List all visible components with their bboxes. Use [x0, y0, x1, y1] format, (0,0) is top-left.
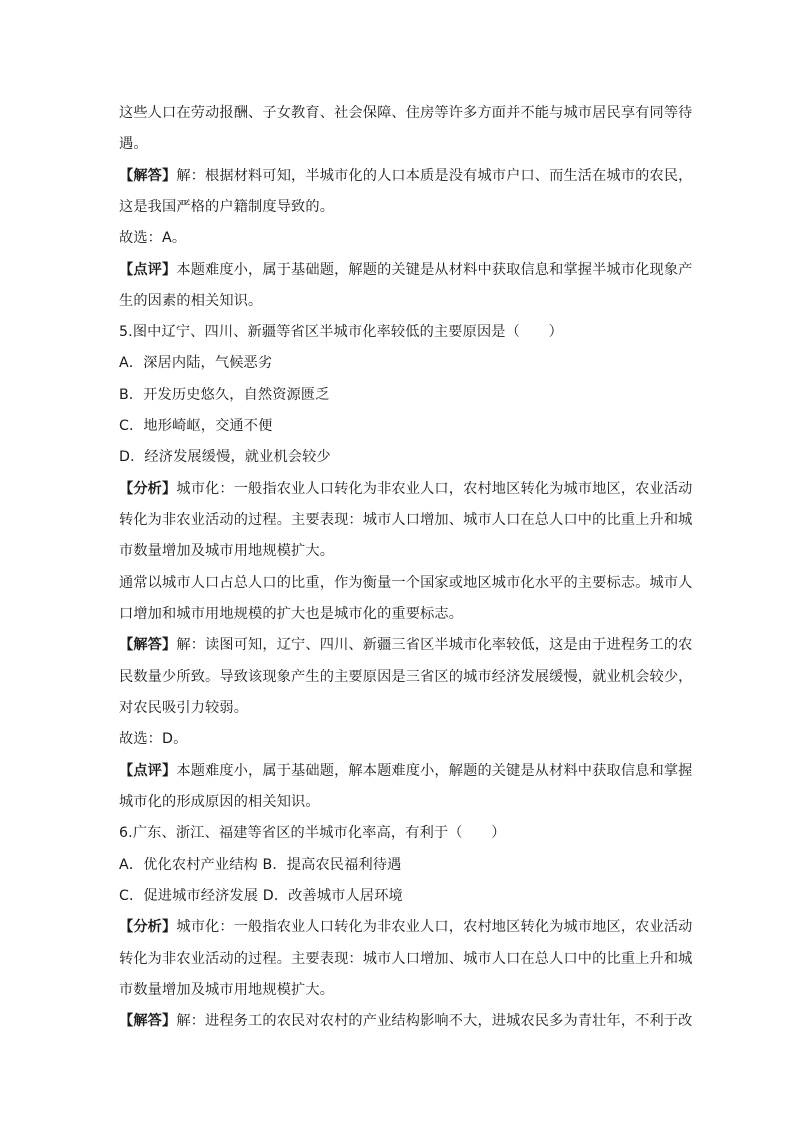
comment-line: [119, 761, 693, 781]
question-5: 5.图中辽宁、四川、新疆等省区半城市化率较低的主要原因是（ ）: [119, 324, 563, 340]
answer-tag: 【解答】: [119, 1013, 177, 1029]
comment-text: 本题难度小，属于基础题，解题的关键是从材料中获取信息和掌握半城市化现象产: [176, 262, 693, 278]
answer-choice: 故选：A。: [119, 230, 187, 246]
analysis-tag: 【分析】: [119, 481, 177, 497]
analysis-text: 城市化：一般指农业人口转化为非农业人口，农村地区转化为城市地区，农业活动: [176, 481, 693, 497]
answer-tag: 【解答】: [119, 637, 177, 653]
text-line: 转化为非农业活动的过程。主要表现：城市人口增加、城市人口在总人口中的比重上升和城: [119, 951, 693, 967]
analysis-text: 城市化：一般指农业人口转化为非农业人口，农村地区转化为城市地区，农业活动: [176, 919, 693, 935]
answer-text: 解：根据材料可知，半城市化的人口本质是没有城市户口、而生活在城市的农民，: [176, 168, 693, 184]
analysis-line: [119, 479, 693, 499]
analysis-line: [119, 917, 693, 937]
text-line: 这些人口在劳动报酬、子女教育、社会保障、住房等许多方面并不能与城市居民享有同等待: [119, 105, 693, 121]
text-line: 通常以城市人口占总人口的比重，作为衡量一个国家或地区城市化水平的主要标志。城市人: [119, 575, 693, 591]
options-cd: C．促进城市经济发展 D．改善城市人居环境: [119, 888, 403, 904]
comment-text: 本题难度小，属于基础题，解本题难度小，解题的关键是从材料中获取信息和掌握: [176, 763, 693, 779]
answer-line: [119, 1011, 693, 1031]
text-line: 生的因素的相关知识。: [119, 293, 263, 309]
comment-tag: 【点评】: [119, 262, 177, 278]
text-line: 口增加和城市用地规模的扩大也是城市化的重要标志。: [119, 606, 464, 622]
answer-line: [119, 166, 693, 186]
text-line: 遇。: [119, 136, 148, 152]
options-ab: A．优化农村产业结构 B．提高农民福利待遇: [119, 857, 402, 873]
text-line: 民数量少所致。导致该现象产生的主要原因是三省区的城市经济发展缓慢，就业机会较少，: [119, 669, 693, 685]
text-line: 市数量增加及城市用地规模扩大。: [119, 982, 335, 998]
comment-line: [119, 260, 693, 280]
analysis-tag: 【分析】: [119, 919, 177, 935]
text-line: 这是我国严格的户籍制度导致的。: [119, 199, 335, 215]
answer-line: [119, 635, 693, 655]
option-a: A．深居内陆，气候恶劣: [119, 355, 273, 371]
option-b: B．开发历史悠久，自然资源匮乏: [119, 387, 330, 403]
answer-choice: 故选：D。: [119, 731, 188, 747]
answer-text: 解：进程务工的农民对农村的产业结构影响不大，进城农民多为青壮年，不利于改: [176, 1013, 693, 1029]
answer-text: 解：读图可知，辽宁、四川、新疆三省区半城市化率较低，这是由于进程务工的农: [176, 637, 693, 653]
text-line: 转化为非农业活动的过程。主要表现：城市人口增加、城市人口在总人口中的比重上升和城: [119, 512, 693, 528]
option-d: D．经济发展缓慢，就业机会较少: [119, 449, 331, 465]
text-line: 对农民吸引力较弱。: [119, 700, 249, 716]
question-6: 6.广东、浙江、福建等省区的半城市化率高，有利于（ ）: [119, 825, 506, 841]
text-line: 市数量增加及城市用地规模扩大。: [119, 543, 335, 559]
answer-tag: 【解答】: [119, 168, 177, 184]
text-line: 城市化的形成原因的相关知识。: [119, 794, 320, 810]
comment-tag: 【点评】: [119, 763, 177, 779]
option-c: C．地形崎岖，交通不便: [119, 418, 273, 434]
